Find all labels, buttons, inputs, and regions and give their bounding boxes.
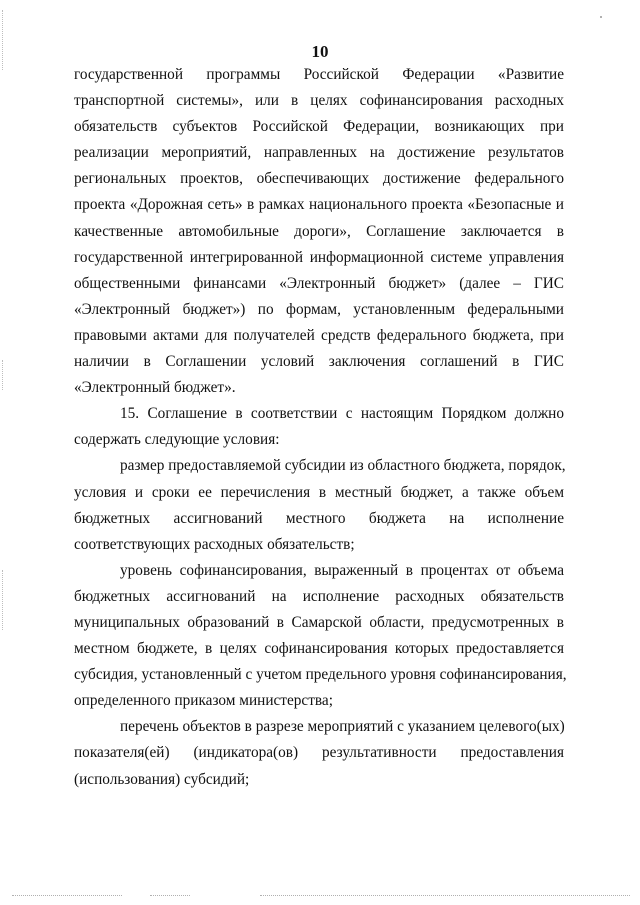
text-line: проекта «Дорожная сеть» в рамках национального проекта «Безопасные и	[74, 196, 564, 214]
scan-bottom-rule-left	[12, 895, 122, 897]
page-number: 10	[311, 42, 329, 61]
text-line: соответствующих расходных обязательств;	[74, 535, 355, 553]
text-line: бюджетных ассигнований на исполнение расходных обязательств	[74, 587, 564, 605]
text-line: обязательств субъектов Российской Федерации, возникающих при	[74, 118, 564, 136]
text-line: региональных проектов, обеспечивающих достижение федерального	[74, 170, 564, 188]
text-line: муниципальных образований в Самарской области, предусмотренных в	[74, 613, 564, 631]
text-line: наличии в Соглашении условий заключения соглашений в ГИС	[74, 353, 564, 371]
paragraph-subsidy-size	[74, 453, 564, 557]
paragraph-clause-15	[74, 401, 564, 453]
text-line: «Электронный бюджет».	[74, 379, 236, 397]
text-line: бюджетных ассигнований местного бюджета на исполнение	[74, 509, 564, 527]
text-line: государственной интегрированной информационной системе управления	[74, 248, 564, 266]
paragraph-objects-list	[74, 714, 564, 792]
text-line: показателя(ей) (индикатора(ов) результативности предоставления	[74, 744, 564, 762]
paragraph-cofinancing-level	[74, 558, 567, 715]
text-line: (использования) субсидий;	[74, 770, 250, 788]
scan-edge-mark-middle	[2, 360, 4, 390]
text-line: условия и сроки ее перечисления в местный бюджет, а также объем	[74, 483, 564, 501]
text-line: содержать следующие условия:	[74, 431, 280, 449]
scan-bottom-rule-right	[260, 895, 630, 897]
text-line: размер предоставляемой субсидии из областного бюджета, порядок,	[120, 457, 566, 475]
text-line: общественными финансами «Электронный бюджет» (далее – ГИС	[74, 274, 564, 292]
text-line: транспортной системы», или в целях софинансирования расходных	[74, 92, 564, 110]
text-line: субсидия, установленный с учетом предельного уровня софинансирования,	[74, 666, 567, 684]
scan-bottom-rule-center	[150, 895, 190, 897]
scan-edge-mark-lower	[2, 570, 4, 630]
text-line: определенного приказом министерства;	[74, 692, 333, 710]
paragraph-transport-program	[74, 62, 564, 401]
text-line: уровень софинансирования, выраженный в процентах от объема	[120, 561, 564, 579]
text-line: местном бюджете, в целях софинансирования которых предоставляется	[74, 640, 564, 658]
text-line: реализации мероприятий, направленных на достижение результатов	[74, 144, 564, 162]
text-line: качественные автомобильные дороги», Соглашение заключается в	[74, 222, 564, 240]
text-line: «Электронный бюджет») по формам, установленным федеральными	[74, 300, 564, 318]
text-line: правовыми актами для получателей средств федерального бюджета, при	[74, 326, 564, 344]
text-line: 15. Соглашение в соответствии с настоящим Порядком должно	[120, 405, 564, 423]
text-line: перечень объектов в разрезе мероприятий с указанием целевого(ых)	[120, 718, 565, 736]
scan-corner-dot	[600, 16, 602, 18]
document-body	[74, 62, 567, 793]
text-line: государственной программы Российской Федерации «Развитие	[74, 66, 564, 83]
